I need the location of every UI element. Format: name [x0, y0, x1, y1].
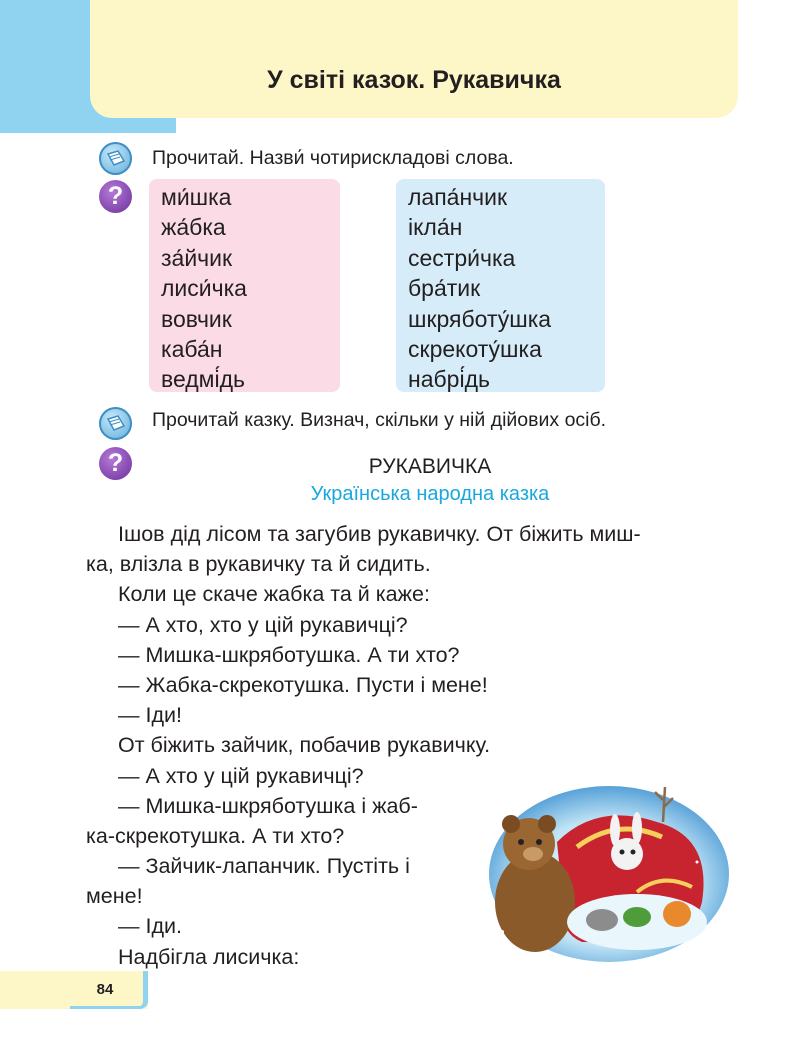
- word-item: сестри́чка: [408, 244, 516, 271]
- word-list-right: [396, 179, 605, 392]
- book-icon: [99, 142, 132, 175]
- word-item: набрі́дь: [408, 366, 490, 393]
- story-title: РУКАВИЧКА: [368, 455, 492, 478]
- story-line: От біжить зайчик, побачив рукавичку.: [118, 733, 491, 758]
- story-line: — Іди!: [118, 703, 182, 728]
- story-line: — Мишка-шкряботушка. А ти хто?: [118, 642, 460, 667]
- word-item: за́йчик: [161, 244, 233, 271]
- story-line: — Іди.: [118, 914, 182, 939]
- word-item: лапа́нчик: [408, 184, 508, 210]
- header-banner: [90, 0, 738, 118]
- word-item: каба́н: [161, 336, 223, 363]
- task2-instruction: Прочитай казку. Визнач, скільки у ній дійових осіб.: [152, 409, 607, 431]
- story-line: — А хто, хто у цій рукавичці?: [118, 612, 408, 637]
- book-icon: [99, 407, 132, 440]
- mitten-illustration: [487, 782, 732, 964]
- word-item: жа́бка: [161, 214, 226, 241]
- word-item: ведмі́дь: [161, 366, 245, 393]
- question-icon: ?: [99, 447, 132, 480]
- story-line: ка, влізла в рукавичку та й сидить.: [86, 552, 431, 577]
- story-line: Коли це скаче жабка та й каже:: [118, 582, 430, 607]
- word-item: скрекоту́шка: [408, 336, 542, 363]
- task1-instruction: Прочитай. Назви́ чотирискладові слова.: [152, 147, 514, 169]
- word-item: ікла́н: [408, 214, 463, 241]
- story-line: Ішов дід лісом та загубив рукавичку. От біжить миш-: [118, 522, 641, 546]
- story-line: — Зайчик-лапанчик. Пустіть і: [118, 854, 410, 879]
- story-line: мене!: [86, 884, 143, 909]
- story-line: — Мишка-шкряботушка і жаб-: [118, 793, 418, 818]
- story-subtitle: Українська народна казка: [310, 483, 550, 505]
- word-item: бра́тик: [408, 275, 481, 302]
- word-list-left: [149, 179, 340, 392]
- story-line: Надбігла лисичка:: [118, 944, 300, 969]
- word-item: лиси́чка: [161, 275, 247, 302]
- page-number: 84: [96, 981, 114, 998]
- question-icon: ?: [99, 180, 132, 213]
- story-line: ка-скрекотушка. А ти хто?: [86, 823, 345, 848]
- story-line: — Жабка-скрекотушка. Пусти і мене!: [118, 672, 488, 697]
- page-title: У світі казок. Рукавичка: [267, 66, 561, 94]
- word-item: ми́шка: [161, 184, 232, 210]
- word-item: шкряботу́шка: [408, 305, 552, 332]
- word-item: вовчик: [161, 305, 232, 332]
- story-line: — А хто у цій рукавичці?: [118, 763, 364, 788]
